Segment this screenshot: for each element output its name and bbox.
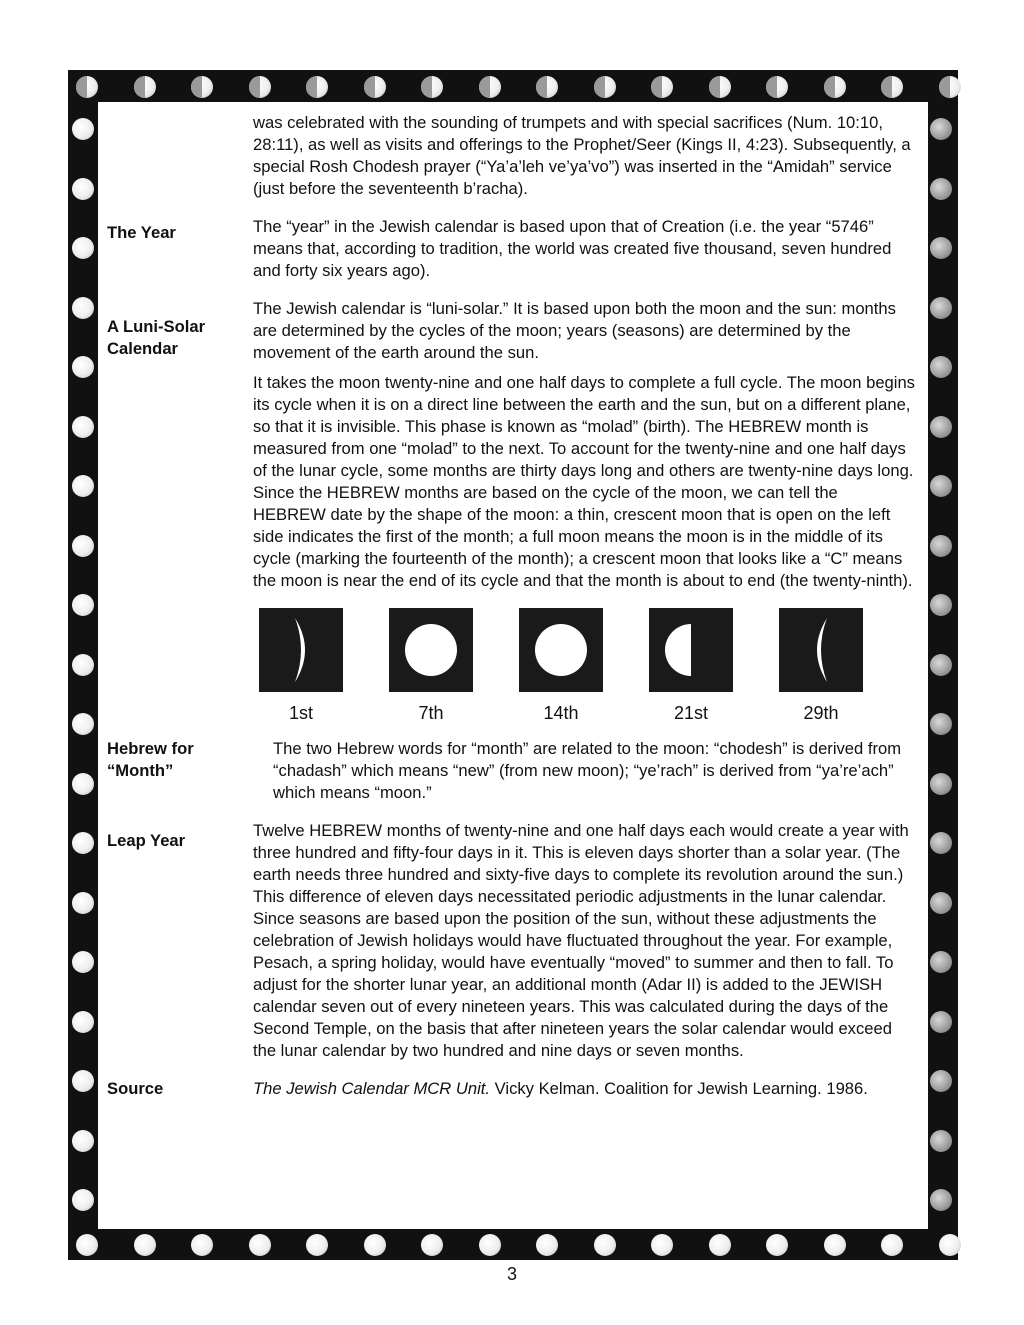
border-dot-icon <box>72 356 94 378</box>
section-luni-solar <box>107 298 915 600</box>
border-dot-icon <box>191 76 213 98</box>
moon-caption: 7th <box>418 703 444 723</box>
border-dot-icon <box>364 76 386 98</box>
moon-phase <box>259 608 343 724</box>
border-dot-icon <box>72 535 94 557</box>
border-dot-icon <box>72 178 94 200</box>
border-dot-icon <box>191 1234 213 1256</box>
moon-caption: 14th <box>543 703 579 723</box>
border-dot-icon <box>930 773 952 795</box>
section-label: The Year <box>107 223 176 242</box>
border-dot-icon <box>72 713 94 735</box>
border-dot-icon <box>709 76 731 98</box>
section-text-2: It takes the moon twenty-nine and one half days to complete a full cycle. The moon begins its cycle when it is on a direct line between the earth and the sun, but on a different plane, so that it is invisible. This phase is known as “molad” (birth). The HEBREW month is measured from one “molad” to the next. To account for the twenty-nine and one half days of the lunar cycle, some months are thirty days long and others are twenty-nine days long. Since the HEBREW months are based on the cycle of the moon, we can tell the HEBREW date by the shape of the moon: a thin, crescent moon that is open on the left side indicates the first of the month; a full moon means the moon is in the middle of its cycle (marking the fourteenth of the month); a crescent moon that looks like a “C” means the moon is near the end of its cycle and that the month is about to end (the twenty-ninth). <box>253 373 915 590</box>
border-dot-icon <box>930 1130 952 1152</box>
border-dot-icon <box>930 416 952 438</box>
moon-phase <box>519 608 603 724</box>
border-dot-icon <box>421 76 443 98</box>
intro-row <box>107 112 915 208</box>
moon-caption: 29th <box>803 703 839 723</box>
border-dot-icon <box>930 654 952 676</box>
border-dot-icon <box>72 951 94 973</box>
source-details: Vicky Kelman. Coalition for Jewish Learning. 1986. <box>490 1079 868 1098</box>
border-dot-icon <box>134 76 156 98</box>
border-dot-icon <box>930 713 952 735</box>
section-label: Leap Year <box>107 831 186 850</box>
border-dot-icon <box>249 76 271 98</box>
border-dot-icon <box>72 1070 94 1092</box>
border-dot-icon <box>930 594 952 616</box>
border-dot-icon <box>76 76 98 98</box>
border-dot-icon <box>306 76 328 98</box>
border-dot-icon <box>709 1234 731 1256</box>
waning-crescent-icon <box>779 608 863 692</box>
section-hebrew-month <box>107 738 915 812</box>
half-moon-icon <box>649 608 733 692</box>
border-dot-icon <box>72 118 94 140</box>
border-dot-icon <box>249 1234 271 1256</box>
border-dot-icon <box>939 1234 961 1256</box>
section-label: Source <box>107 1079 164 1098</box>
border-dot-icon <box>479 1234 501 1256</box>
moon-phase <box>649 608 733 724</box>
border-dot-icon <box>930 892 952 914</box>
section-label: Hebrew for “Month” <box>107 739 194 780</box>
moon-caption: 1st <box>288 703 313 723</box>
border-dot-icon <box>881 1234 903 1256</box>
moon-phase-strip <box>259 608 863 724</box>
section-text: Twelve HEBREW months of twenty-nine and one half days each would create a year with three hundred and fifty-four days in it. This is eleven days shorter than a solar year. (The earth needs three hundred and sixty-five days to complete its revolution around the sun.) This difference of eleven days necessitated periodic adjustments in the lunar calendar. Since seasons are based upon the position of the sun, without these adjustments the celebration of Jewish holidays would have fluctuated throughout the year. For example, Pesach, a spring holiday, would have eventually “moved” to summer and then to fall. To adjust for the shorter lunar year, an additional month (Adar II) is added to the JEWISH calendar seven out of every nineteen years. This was calculated during the days of the Second Temple, on the basis that after nineteen years the solar calendar would exceed the lunar calendar by two hundred and nine days or seven months. <box>253 821 909 1060</box>
section-year <box>107 216 915 290</box>
border-dot-icon <box>930 237 952 259</box>
border-dot-icon <box>651 1234 673 1256</box>
moon-phase <box>779 608 863 724</box>
section-text: The Jewish calendar is “luni-solar.” It is based upon both the moon and the sun: months are determined by the cycles of the moon; years (seasons) are determined by the movement of the earth around the sun. <box>253 299 896 362</box>
border-dot-icon <box>939 76 961 98</box>
section-text: The two Hebrew words for “month” are related to the moon: “chodesh” is derived from “chadash” which means “new” (from new moon); “ye’rach” is derived from “ya’re’ach” which means “moon.” <box>273 739 902 802</box>
border-dot-icon <box>364 1234 386 1256</box>
section-label: A Luni-Solar Calendar <box>107 317 206 358</box>
border-dot-icon <box>536 76 558 98</box>
intro-paragraph: was celebrated with the sounding of trumpets and with special sacrifices (Num. 10:10, 28:11), as well as visits and offerings to the Prophet/Seer (Kings II, 4:23). Subsequently, a special Rosh Chodesh prayer (“Ya’a’leh ve’ya’vo”) was inserted in the “Amidah” service (just before the seventeenth b’racha). <box>253 113 911 198</box>
border-dot-icon <box>72 594 94 616</box>
border-dot-icon <box>72 1130 94 1152</box>
page-number: 3 <box>506 1264 517 1284</box>
border-dot-icon <box>930 1011 952 1033</box>
border-dot-icon <box>134 1234 156 1256</box>
border-dot-icon <box>766 76 788 98</box>
section-text: The “year” in the Jewish calendar is based upon that of Creation (i.e. the year “5746” means that, according to tradition, the world was created five thousand, seven hundred and forty six years ago). <box>253 217 892 280</box>
border-dot-icon <box>930 832 952 854</box>
section-source <box>107 1078 915 1108</box>
border-dot-icon <box>72 773 94 795</box>
border-dot-icon <box>536 1234 558 1256</box>
border-dot-icon <box>930 178 952 200</box>
border-dot-icon <box>930 297 952 319</box>
intro-label <box>107 112 253 208</box>
border-dot-icon <box>72 892 94 914</box>
border-dot-icon <box>72 237 94 259</box>
moon-phase <box>389 608 473 724</box>
border-dot-icon <box>76 1234 98 1256</box>
border-dot-icon <box>930 1189 952 1211</box>
border-dot-icon <box>72 1011 94 1033</box>
full-moon-icon <box>389 608 473 692</box>
border-dot-icon <box>72 416 94 438</box>
full-moon-icon <box>519 608 603 692</box>
border-dot-icon <box>306 1234 328 1256</box>
border-dot-icon <box>824 76 846 98</box>
border-dot-icon <box>930 475 952 497</box>
border-dot-icon <box>72 475 94 497</box>
border-dot-icon <box>930 118 952 140</box>
waxing-crescent-icon <box>259 608 343 692</box>
border-dot-icon <box>930 535 952 557</box>
page-content <box>107 112 915 1116</box>
border-dot-icon <box>72 297 94 319</box>
moon-caption: 21st <box>673 703 709 723</box>
section-text <box>253 1078 915 1100</box>
section-leap-year <box>107 820 915 1070</box>
border-dot-icon <box>930 951 952 973</box>
border-dot-icon <box>766 1234 788 1256</box>
border-dot-icon <box>72 832 94 854</box>
border-dot-icon <box>824 1234 846 1256</box>
border-dot-icon <box>881 76 903 98</box>
border-dot-icon <box>930 356 952 378</box>
border-dot-icon <box>594 76 616 98</box>
border-dot-icon <box>72 654 94 676</box>
border-dot-icon <box>421 1234 443 1256</box>
border-dot-icon <box>594 1234 616 1256</box>
border-dot-icon <box>479 76 501 98</box>
border-dot-icon <box>651 76 673 98</box>
border-dot-icon <box>930 1070 952 1092</box>
border-dot-icon <box>72 1189 94 1211</box>
source-title: The Jewish Calendar MCR Unit. <box>253 1079 491 1098</box>
